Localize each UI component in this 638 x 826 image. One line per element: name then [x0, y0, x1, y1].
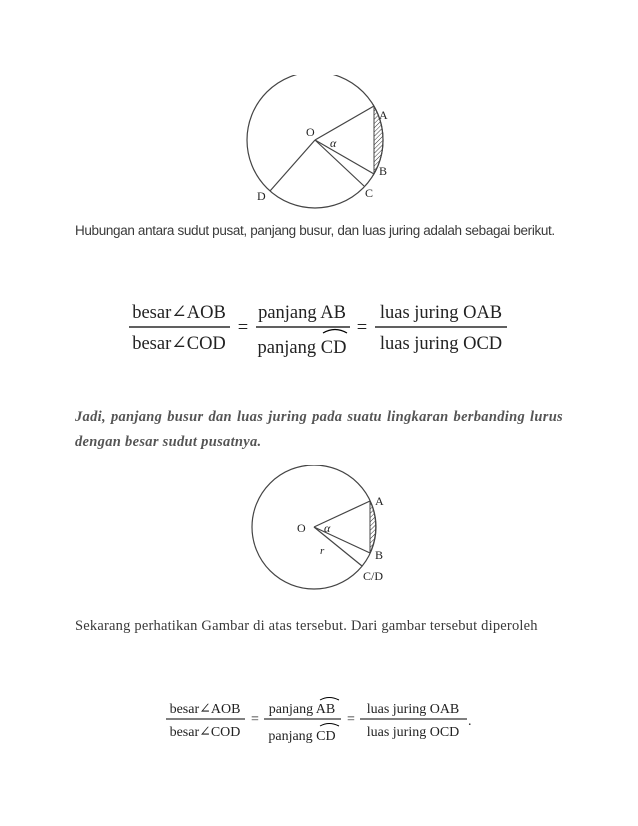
formula2-frac3-num: luas juring OAB	[366, 702, 460, 717]
formula2-frac1-num: besar∠AOB	[169, 702, 241, 717]
formula2-eq-2: =	[347, 712, 355, 727]
circle-outline	[247, 75, 383, 208]
formula-2	[163, 692, 483, 752]
formula2-end-period: .	[468, 714, 472, 729]
formula-1	[124, 295, 524, 367]
segment-ab-shaded	[370, 501, 376, 553]
formula1-frac1-num: besar∠AOB	[132, 303, 226, 323]
formula2-frac1-den: besar∠COD	[169, 725, 241, 740]
label-alpha: α	[330, 136, 337, 150]
radius-oa	[315, 106, 374, 140]
formula2-frac2-den: panjang CD	[268, 729, 336, 744]
formula1-eq-1: =	[237, 318, 249, 338]
arc-mark-cd	[320, 724, 339, 727]
circle-figure-1	[240, 75, 400, 215]
radius-od	[270, 140, 315, 191]
label-a: A	[375, 494, 384, 508]
formula1-frac2-den: panjang CD	[257, 338, 347, 358]
label-r: r	[320, 545, 325, 557]
formula2-eq-1: =	[251, 712, 259, 727]
paragraph-2: Jadi, panjang busur dan luas juring pada suatu lingkaran berbanding lurus dengan besar sudut pusatnya.	[75, 409, 563, 450]
radius-oa	[314, 501, 370, 527]
label-c: C	[365, 186, 374, 200]
formula1-eq-2: =	[356, 318, 368, 338]
formula2-frac2-num: panjang AB	[268, 702, 336, 717]
arc-mark-cd	[323, 330, 347, 334]
formula1-frac3-den: luas juring OCD	[379, 334, 503, 354]
label-alpha: α	[324, 521, 331, 535]
label-b: B	[375, 548, 384, 562]
arc-mark-ab	[320, 698, 339, 701]
label-cd: C/D	[363, 569, 384, 583]
label-d: D	[257, 189, 266, 203]
formula2-frac3-den: luas juring OCD	[366, 725, 460, 740]
formula1-frac2-num: panjang AB	[258, 303, 346, 323]
circle-figure-2	[240, 465, 400, 590]
radius-ob	[315, 140, 374, 174]
label-a: A	[379, 108, 388, 122]
label-b: B	[379, 164, 388, 178]
formula1-frac1-den: besar∠COD	[132, 334, 226, 354]
paragraph-1: Hubungan antara sudut pusat, panjang busur, dan luas juring adalah sebagai berikut.	[75, 223, 555, 238]
paragraph-3: Sekarang perhatikan Gambar di atas tersebut. Dari gambar tersebut diperoleh	[75, 618, 538, 634]
label-o: O	[306, 125, 315, 139]
radius-oc	[315, 140, 364, 186]
formula1-frac3-num: luas juring OAB	[379, 303, 503, 323]
label-o: O	[297, 521, 306, 535]
